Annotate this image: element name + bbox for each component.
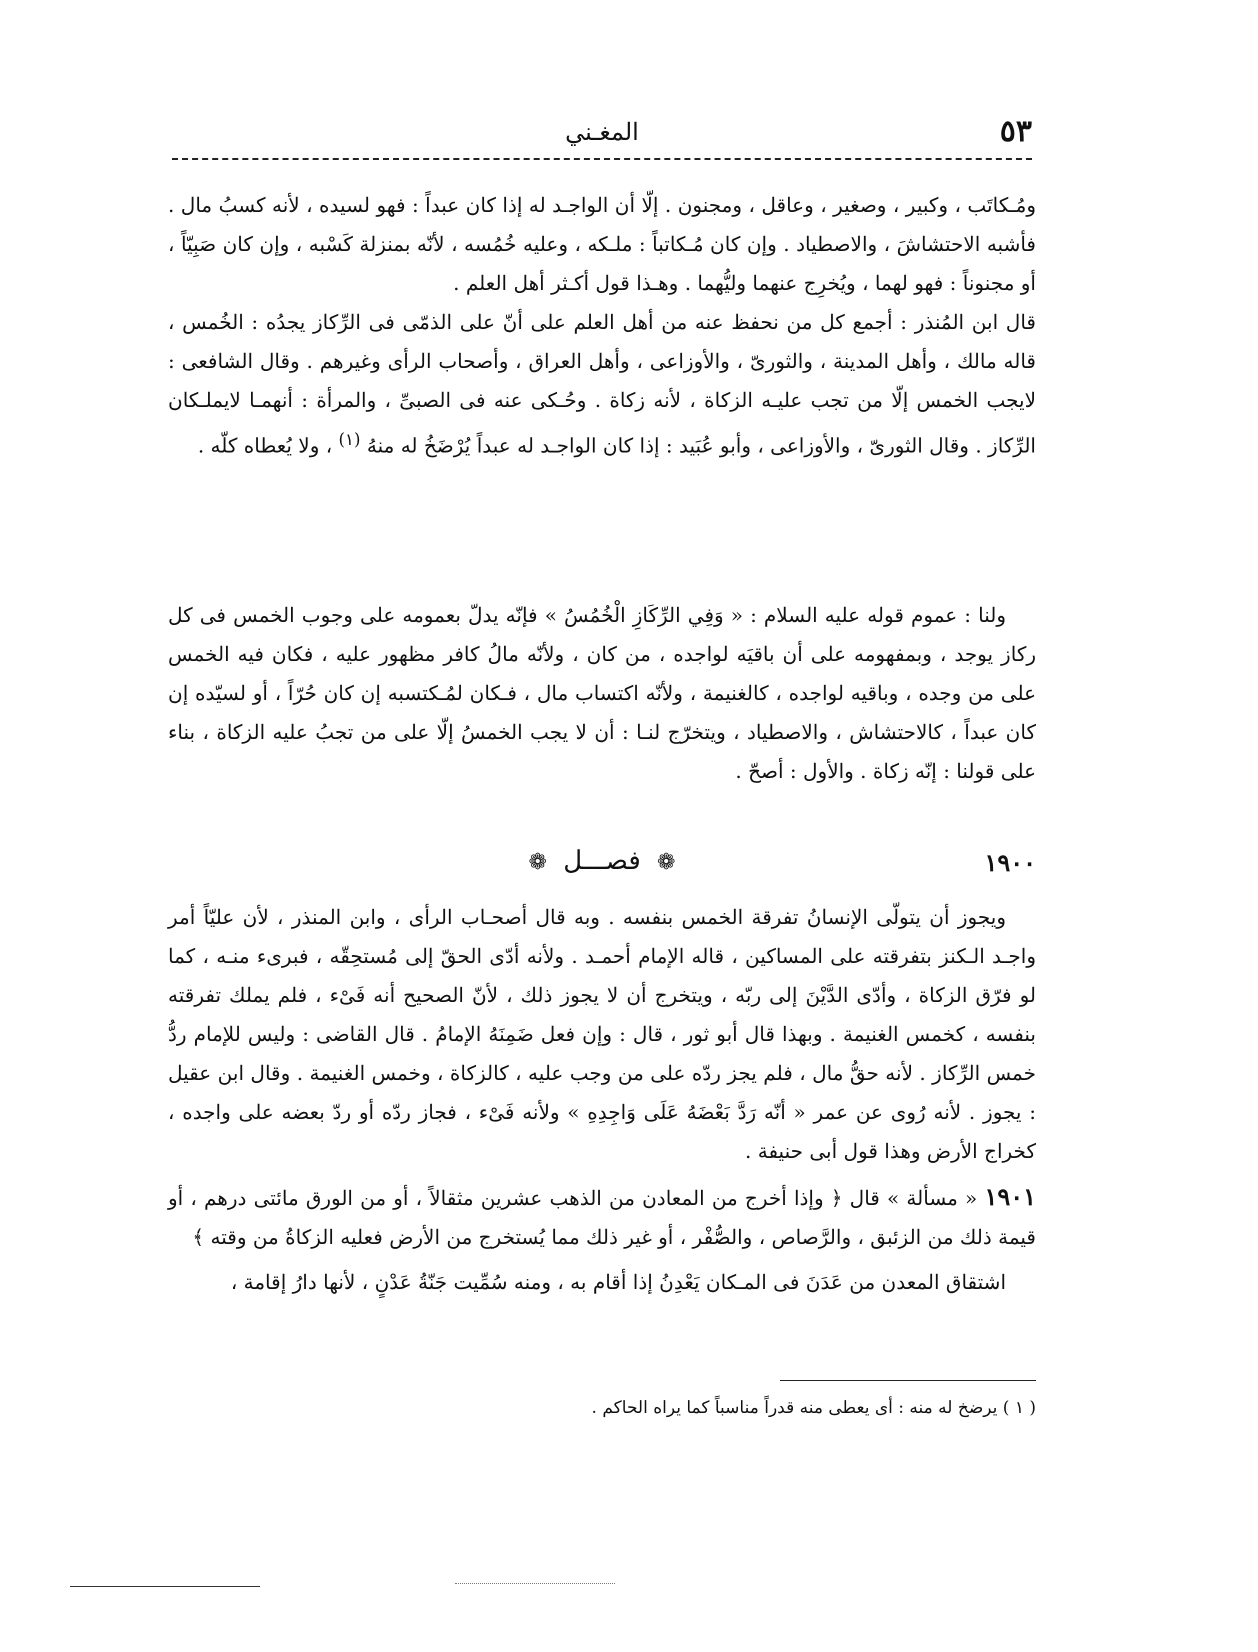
text-block-top [168,186,1036,466]
footnote-ref[interactable]: (١) [338,430,361,449]
paragraph-6: اشتقاق المعدن من عَدَنَ فى المـكان يَعْدِنُ إذا أقام به ، ومنه سُمِّيت جَنّةُ عَدْنٍ ، لأنها دارُ إقامة ، [230,1270,1006,1294]
text-block-lower [168,898,1036,1302]
paragraph-5-text: « مسألة » قال ﴿ وإذا أخرج من المعادن من الذهب عشرين مثقالاً ، أو من الورق مائتى درهم ، أو قيمة ذلك من الزئبق ، والرَّصاص ، والصُّفْر ، أو غير ذلك مما يُستخرج من الأرض فعليه الزكاةُ من وقته ﴾ [168,1186,1036,1249]
paragraph-1: ومُـكاتَب ، وكبير ، وصغير ، وعاقل ، ومجنون . إلّا أن الواجـد له إذا كان عبداً : فهو لسيده ، لأنه كسبُ مال . فأشبه الاحتشاشَ ، والاصطياد . وإن كان مُـكاتباً : ملـكه ، وعليه خُمُسه ، لأنّه بمنزلة كَسْبه ، وإن كان صَبِيّاً ، أو مجنوناً : فهو لهما ، ويُخرِج عنهما وليُّهما . وهـذا قول أكـثر أهل العلم . [168,193,1036,295]
section-title: فصـــل [563,846,641,876]
section-title-wrap [168,846,1036,876]
running-title: المغـني [565,118,639,146]
footnote-rule [780,1380,1036,1381]
paragraph-2-end: ، ولا يُعطاه كلّه . [197,433,333,458]
ornament-icon: ❁ [528,850,547,875]
section-heading [168,846,1036,886]
paragraph-2-text: قال ابن المُنذر : أجمع كل من نحفظ عنه من أهل العلم على أنّ على الذمّى فى الرِّكاز يجدُه : الخُمس ، قاله مالك ، وأهل المدينة ، والثورىّ ، والأوزاعى ، وأهل العراق ، وأصحاب الرأى وغيرهم . وقال الشافعى : لايجب الخمس إلّا من تجب عليـه الزكاة ، لأنه زكاة . وحُـكى عنه فى الصبىِّ ، والمرأة : أنهمـا لايملـكان الرِّكاز . وقال الثورىّ ، والأوزاعى ، وأبو عُبَيد : إذا كان الواجـد له عبداً يُرْضَخُ له منهُ [168,310,1036,458]
bottom-rule [70,1586,260,1587]
header-rule [172,158,1032,160]
ornament-icon: ❁ [657,850,676,875]
footnote: ( ١ ) يرضخ له منه : أى يعطى منه قدراً مناسباً كما يراه الحاكم . [591,1398,1036,1418]
paragraph-4: ويجوز أن يتولّى الإنسانُ تفرقة الخمس بنفسه . وبه قال أصحـاب الرأى ، وابن المنذر ، لأن عليّاً أمر واجـد الـكنز بتفرقته على المساكين ، قاله الإمام أحمـد . ولأنه أدّى الحقّ إلى مُستحِقّه ، فبرىء منـه ، كما لو فرّق الزكاة ، وأدّى الدَّيْنَ إلى ربّه ، ويتخرج أن لا يجوز ذلك ، لأنّ الصحيح أنه فَىْء ، فلم يملك تفرقته بنفسه ، كخمس الغنيمة . وبهذا قال أبو ثور ، قال : وإن فعل ضَمِنَهُ الإمامُ . قال القاضى : وليس للإمام ردُّ خمس الرِّكاز . لأنه حقُّ مال ، فلم يجز ردّه على من وجب عليه ، كالزكاة ، وخمس الغنيمة . وقال ابن عقيل : يجوز . لأنه رُوى عن عمر « أنّه رَدَّ بَعْضَهُ عَلَى وَاجِدِهِ » ولأنه فَىْء ، فجاز ردّه أو ردّ بعضه على واجده ، كخراج الأرض وهذا قول أبى حنيفة . [168,905,1036,1163]
bottom-dots [455,1583,615,1584]
paragraph-5 [168,1177,1036,1257]
page-header [172,112,1032,156]
section-number: ١٩٠٠ [984,848,1036,877]
issue-number: ١٩٠١ [984,1182,1036,1211]
text-block-middle [168,596,1036,791]
paragraph-3: ولنا : عموم قوله عليه السلام : « وَفِي الرِّكَازِ الْخُمُسُ » فإنّه يدلّ بعمومه على وجوب الخمس فى كل ركاز يوجد ، وبمفهومه على أن باقيَه لواجده ، من كان ، ولأنّه مالُ كافر مظهور عليه ، فكان فيه الخمس على من وجده ، وباقيه لواجده ، كالغنيمة ، ولأنّه اكتساب مال ، فـكان لمُـكتسبه إن كان حُرّاً ، أو لسيّده إن كان عبداً ، كالاحتشاش ، والاصطياد ، ويتخرّج لنـا : أن لا يجب الخمسُ إلّا على من تجبُ عليه الزكاة ، بناء على قولنا : إنّه زكاة . والأول : أصحّ . [168,603,1036,783]
paragraph-2 [168,303,1036,466]
page-number: ٥٣ [999,114,1032,149]
